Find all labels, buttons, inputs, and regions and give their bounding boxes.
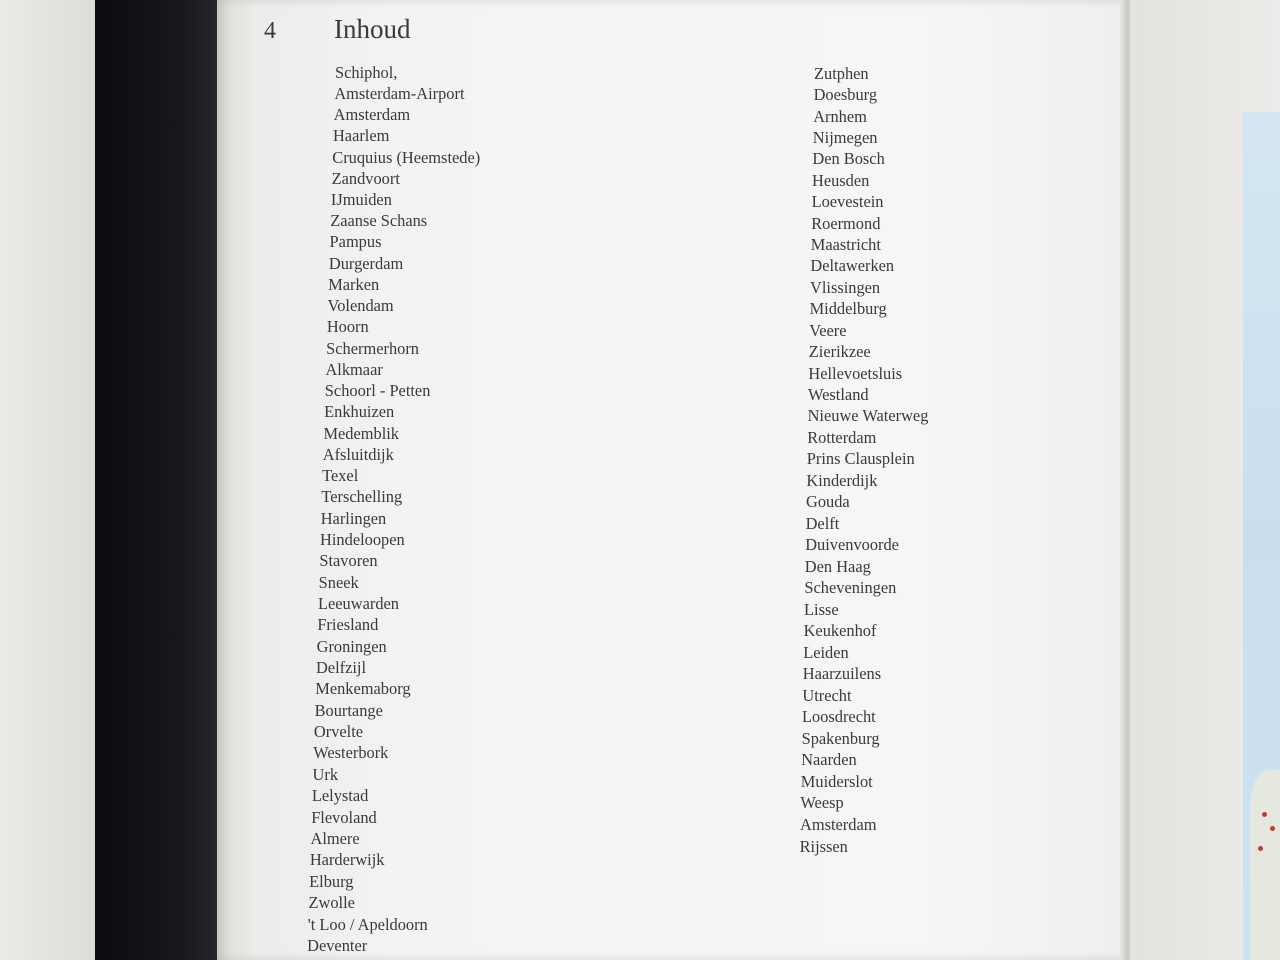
toc-entry-name: Medemblik xyxy=(323,423,400,443)
toc-entry-name: Delfzijl xyxy=(315,657,367,677)
toc-entry-name: Loevestein xyxy=(811,192,884,212)
toc-entry-name: Spakenburg xyxy=(801,728,880,748)
toc-entry-name: Lelystad xyxy=(311,786,369,806)
toc-entry-name: Elburg xyxy=(309,871,354,891)
toc-entry-name: Amsterdam xyxy=(800,815,877,835)
map-city-marker xyxy=(1258,846,1263,851)
toc-entry-name: Heusden xyxy=(812,170,870,190)
toc-entry-name: Texel xyxy=(322,466,359,486)
toc-entry-name: Flevoland xyxy=(311,807,377,827)
toc-entry-name: Hellevoetsluis xyxy=(808,363,903,383)
toc-entry-name: Westerbork xyxy=(313,743,389,763)
toc-entry-name: Enkhuizen xyxy=(324,402,395,422)
toc-entry-name: Durgerdam xyxy=(328,253,404,273)
toc-entry-name: Urk xyxy=(312,764,339,784)
toc-entry-name: Den Haag xyxy=(804,556,871,576)
toc-entry-name: Leeuwarden xyxy=(318,593,399,613)
page-number: 4 xyxy=(264,18,276,44)
toc-entry-name: Zwolle xyxy=(308,893,355,913)
toc-entry-name: Rijssen xyxy=(799,836,848,856)
toc-entry-name: Stavoren xyxy=(319,551,378,571)
toc-entry-name: Middelburg xyxy=(809,299,887,319)
toc-entry-name: Loosdrecht xyxy=(802,707,876,727)
toc-entry-name: Harlingen xyxy=(320,508,387,528)
toc-entry-name: Schiphol, xyxy=(335,63,398,82)
toc-entry-name: Orvelte xyxy=(313,722,364,742)
toc-entry-name: Zierikzee xyxy=(808,342,871,362)
toc-entry-name: Deltawerken xyxy=(810,256,895,276)
toc-entry-name: Amsterdam-Airport xyxy=(334,84,465,104)
toc-entry-name: Doesburg xyxy=(813,85,878,105)
toc-entry-name: 't Loo / Apeldoorn xyxy=(307,914,428,934)
toc-entry-name: Bourtange xyxy=(314,700,383,720)
toc-entry-name: Hindeloopen xyxy=(320,530,405,550)
toc-entry-name: Haarzuilens xyxy=(802,664,882,684)
toc-entry-name: Menkemaborg xyxy=(315,679,411,699)
toc-entry-name: Nijmegen xyxy=(812,128,878,148)
toc-entry-name: Afsluitdijk xyxy=(322,444,394,464)
toc-entry-name: Marken xyxy=(328,274,380,294)
toc-entry-name: Haarlem xyxy=(332,126,390,146)
toc-entry-name: Harderwijk xyxy=(309,850,385,870)
toc-entry-name: Delft xyxy=(805,513,840,533)
toc-entry-name: Maastricht xyxy=(810,234,881,254)
toc-entry-name: Nieuwe Waterweg xyxy=(807,406,929,426)
toc-entry-name: IJmuiden xyxy=(330,190,392,210)
map-city-marker xyxy=(1262,812,1267,817)
toc-entry-name: Schermerhorn xyxy=(326,338,420,358)
page-title: Inhoud xyxy=(334,14,411,44)
toc-entry-name: Scheveningen xyxy=(804,578,897,598)
toc-entry-name: Zandvoort xyxy=(331,168,400,188)
toc-entry-name: Kinderdijk xyxy=(806,470,878,490)
toc-entry-name: Sneek xyxy=(318,572,359,592)
toc-entry-name: Utrecht xyxy=(802,685,852,705)
toc-entry-name: Leiden xyxy=(803,642,849,662)
toc-entry-name: Keukenhof xyxy=(803,621,877,641)
toc-entry-name: Terschelling xyxy=(321,487,403,507)
toc-entry-name: Deventer xyxy=(307,936,368,956)
toc-entry-name: Duivenvoorde xyxy=(805,535,899,555)
toc-entry-name: Roermond xyxy=(811,213,881,233)
toc-entry-name: Gouda xyxy=(806,492,850,512)
toc-entry-name: Pampus xyxy=(329,232,382,252)
toc-entry-name: Lisse xyxy=(804,599,839,619)
toc-entry-name: Friesland xyxy=(317,615,379,635)
toc-entry-name: Groningen xyxy=(316,636,387,656)
background-left xyxy=(0,0,95,960)
toc-entry-name: Hoorn xyxy=(326,317,369,337)
toc-entry-name: Prins Clausplein xyxy=(806,449,915,469)
toc-entry-name: Muiderslot xyxy=(800,771,873,791)
toc-entry-name: Zutphen xyxy=(814,64,869,83)
toc-entry-name: Westland xyxy=(808,384,869,404)
toc-entry-name: Schoorl - Petten xyxy=(324,381,431,401)
toc-entry-name: Arnhem xyxy=(813,106,867,126)
book-cover-edge xyxy=(95,0,217,960)
toc-entry-name: Veere xyxy=(809,320,847,340)
toc-entry-name: Naarden xyxy=(801,750,857,770)
toc-entry-name: Amsterdam xyxy=(333,105,411,125)
toc-entry-name: Den Bosch xyxy=(812,149,885,169)
map-city-marker xyxy=(1270,826,1275,831)
toc-entry-name: Cruquius (Heemstede) xyxy=(332,147,481,167)
toc-entry-name: Alkmaar xyxy=(325,359,383,379)
toc-entry-name: Zaanse Schans xyxy=(330,211,428,231)
toc-entry-name: Vlissingen xyxy=(810,277,881,297)
toc-entry-name: Rotterdam xyxy=(807,427,877,447)
toc-entry-name: Volendam xyxy=(327,296,394,316)
map-land xyxy=(1250,770,1280,960)
toc-entry-name: Almere xyxy=(310,829,360,849)
toc-entry-name: Weesp xyxy=(800,793,844,813)
